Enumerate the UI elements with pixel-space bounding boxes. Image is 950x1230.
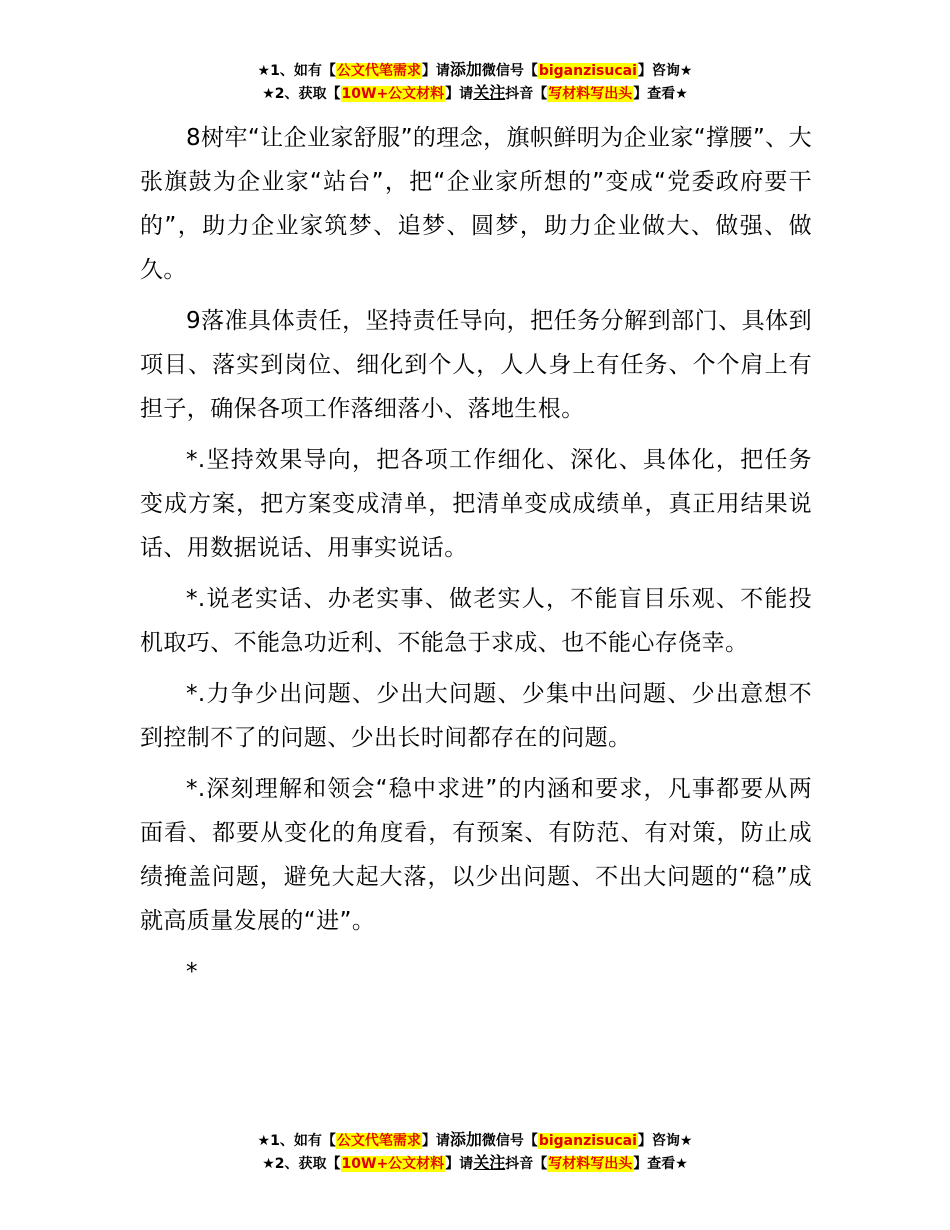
footer-line1-prefix: ★1、如有【 [257,1133,336,1149]
footer-line2-mid2: 抖音【 [505,1156,548,1172]
banner-line2-mid1: 】请 [445,86,474,102]
footer-line1-mid1: 】请 [421,1133,450,1149]
banner-line2-emph: 关注 [473,83,506,102]
paragraph-7: * [186,959,198,985]
banner-line1-highlight-service: 公文代笔需求 [336,63,421,79]
footer-line2-suffix: 】查看★ [633,1156,688,1172]
footer-line2-mid1: 】请 [445,1156,474,1172]
footer-line2-prefix: ★2、获取【 [262,1156,341,1172]
footer-banner-line-2 [0,1152,950,1175]
paragraph-4: *.说老实话、办老实事、做老实人，不能盲目乐观、不能投机取巧、不能急功近利、不能急于求成、也不能心存侥幸。 [140,586,812,656]
banner-line1-prefix: ★1、如有【 [257,63,336,79]
paragraph-3: *.坚持效果导向，把各项工作细化、深化、具体化，把任务变成方案，把方案变成清单，把清单变成成绩单，真正用结果说话、用数据说话、用事实说话。 [140,447,812,561]
banner-line1-emph: 添加 [449,60,482,79]
banner-line-1 [0,59,950,82]
footer-line2-highlight-douyin: 写材料写出头 [548,1156,633,1172]
footer-banner [0,1129,950,1175]
banner-line1-mid1: 】请 [421,63,450,79]
footer-line1-highlight-service: 公文代笔需求 [336,1133,421,1149]
banner-line2-suffix: 】查看★ [633,86,688,102]
paragraph-1: 8树牢“让企业家舒服”的理念，旗帜鲜明为企业家“撑腰”、大张旗鼓为企业家“站台”，把“企业家所想的”变成“党委政府要干的”，助力企业家筑梦、追梦、圆梦，助力企业做大、做强、做久。 [140,125,812,283]
document-body [140,116,812,1001]
banner-line1-highlight-wechat: biganzisucai [538,63,637,79]
footer-line1-highlight-wechat: biganzisucai [538,1133,637,1149]
banner-line2-highlight-douyin: 写材料写出头 [548,86,633,102]
paragraph-6: *.深刻理解和领会“稳中求进”的内涵和要求，凡事都要从两面看、都要从变化的角度看，有预案、有防范、有对策，防止成绩掩盖问题，避免大起大落，以少出问题、不出大问题的“稳”成就高质量发展的“进”。 [140,776,812,934]
banner-line-2 [0,82,950,105]
banner-line2-mid2: 抖音【 [505,86,548,102]
footer-line1-mid2: 微信号【 [481,1133,538,1149]
header-banner [0,59,950,105]
footer-line2-highlight-materials: 10W+公文材料 [341,1156,445,1172]
paragraph-2: 9落准具体责任，坚持责任导向，把任务分解到部门、具体到项目、落实到岗位、细化到个人，人人身上有任务、个个肩上有担子，确保各项工作落细落小、落地生根。 [140,308,812,422]
banner-line2-prefix: ★2、获取【 [262,86,341,102]
footer-line2-emph: 关注 [473,1153,506,1172]
banner-line1-mid2: 微信号【 [481,63,538,79]
paragraph-5: *.力争少出问题、少出大问题、少集中出问题、少出意想不到控制不了的问题、少出长时间都存在的问题。 [140,681,812,751]
banner-line2-highlight-materials: 10W+公文材料 [341,86,445,102]
footer-banner-line-1 [0,1129,950,1152]
banner-line1-suffix: 】咨询★ [637,63,693,79]
footer-line1-suffix: 】咨询★ [637,1133,693,1149]
footer-line1-emph: 添加 [449,1130,482,1149]
